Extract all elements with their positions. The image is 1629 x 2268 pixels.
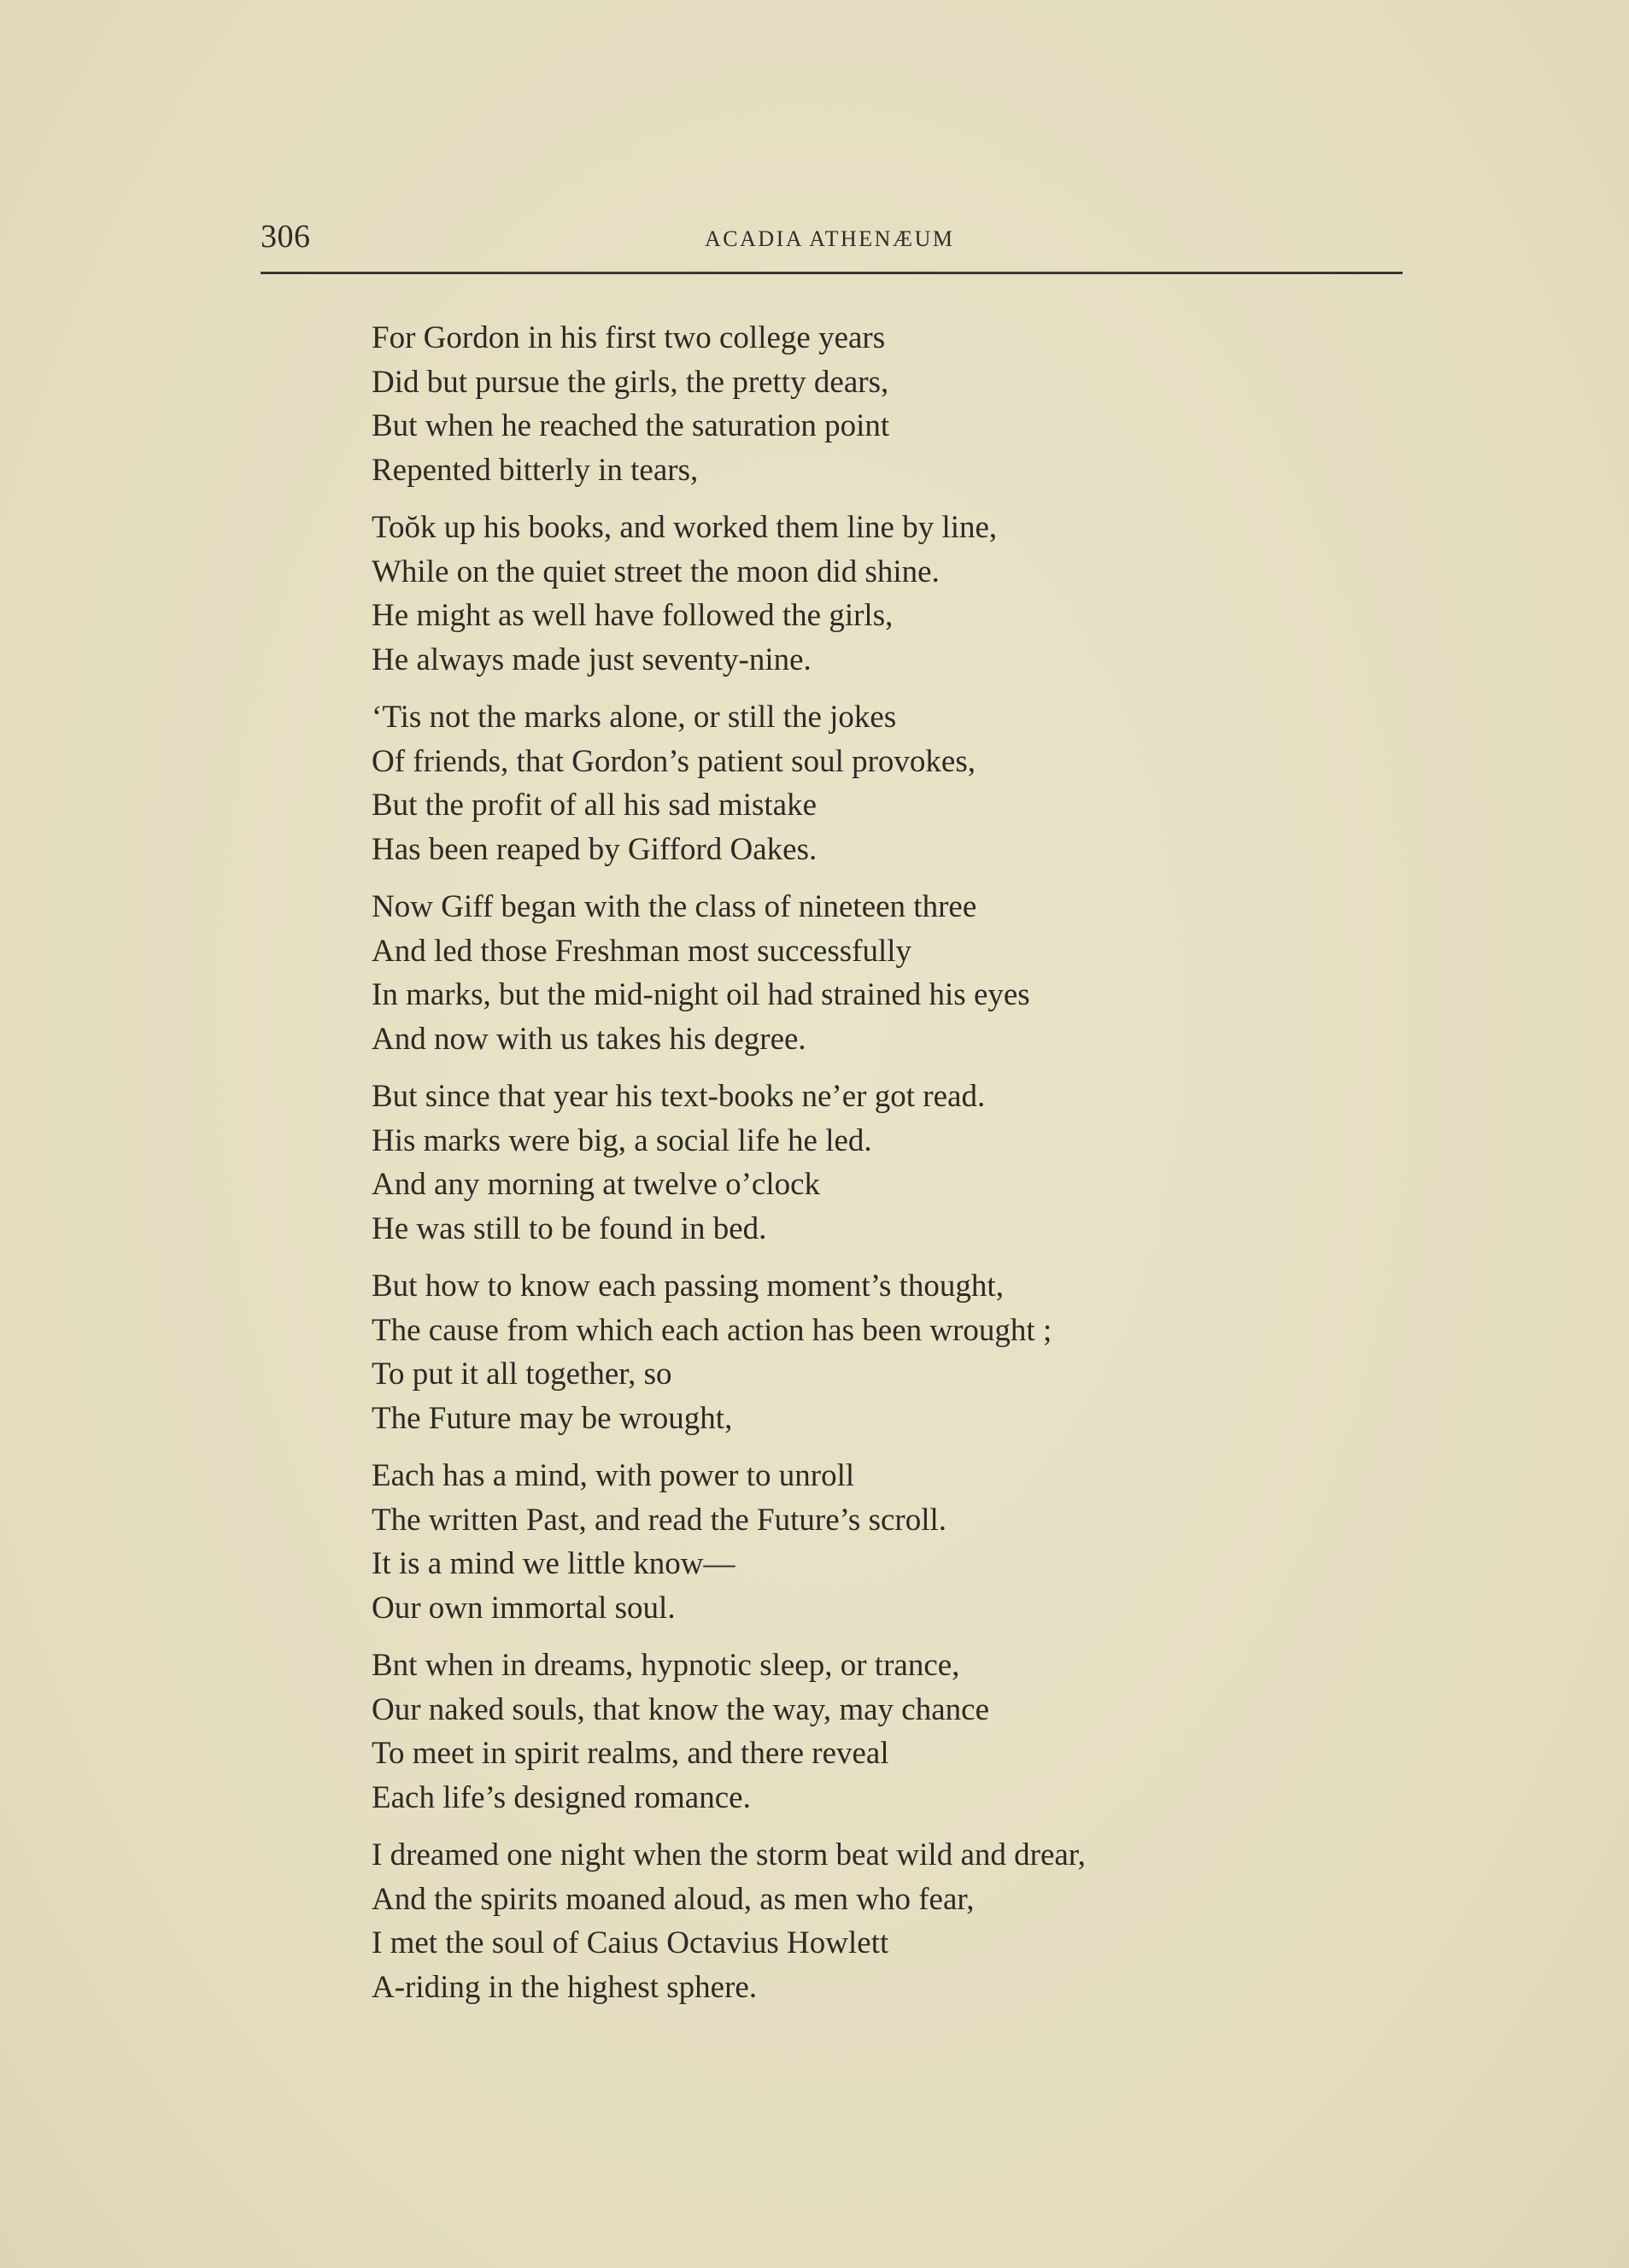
stanza bbox=[372, 1833, 1380, 2009]
poem-line: Repented bitterly in tears, bbox=[372, 452, 699, 488]
poem-line: I met the soul of Caius Octavius Howlett bbox=[372, 1925, 889, 1960]
poem-line: Each life’s designed romance. bbox=[372, 1779, 751, 1815]
poem-line: But how to know each passing moment’s thought, bbox=[372, 1269, 1004, 1304]
stanza bbox=[372, 1454, 1380, 1630]
poem-line: But the profit of all his sad mistake bbox=[372, 788, 817, 823]
poem-line: Has been reaped by Gifford Oakes. bbox=[372, 831, 817, 867]
poem-line: Our naked souls, that know the way, may chance bbox=[372, 1691, 989, 1727]
header-rule bbox=[261, 272, 1403, 274]
poem-line: For Gordon in his first two college years bbox=[372, 320, 886, 355]
poem-line: Each has a mind, with power to unroll bbox=[372, 1458, 855, 1493]
stanza bbox=[372, 1644, 1380, 1820]
poem bbox=[372, 316, 1380, 2023]
poem-line: And now with us takes his degree. bbox=[372, 1021, 806, 1057]
poem-line: The written Past, and read the Future’s scroll. bbox=[372, 1502, 947, 1538]
poem-line: Bnt when in dreams, hypnotic sleep, or trance, bbox=[372, 1648, 960, 1683]
poem-line: But when he reached the saturation point bbox=[372, 408, 890, 443]
page-number: 306 bbox=[261, 219, 311, 255]
poem-line: His marks were big, a social life he led. bbox=[372, 1122, 872, 1158]
poem-line: To put it all together, so bbox=[372, 1357, 672, 1392]
poem-line: He was still to be found in bed. bbox=[372, 1210, 767, 1246]
stanza bbox=[372, 1264, 1380, 1440]
stanza bbox=[372, 506, 1380, 682]
running-head bbox=[261, 218, 1403, 261]
poem-line: He always made just seventy-nine. bbox=[372, 642, 812, 677]
stanza bbox=[372, 695, 1380, 871]
poem-line: While on the quiet street the moon did shine. bbox=[372, 554, 940, 589]
stanza bbox=[372, 885, 1380, 1061]
poem-line: The cause from which each action has been wrought ; bbox=[372, 1312, 1052, 1348]
poem-line: To meet in spirit realms, and there reveal bbox=[372, 1736, 889, 1771]
poem-line: ‘Tis not the marks alone, or still the jokes bbox=[372, 700, 897, 735]
poem-line: Now Giff began with the class of nineteen three bbox=[372, 889, 977, 924]
poem-line: Of friends, that Gordon’s patient soul provokes, bbox=[372, 743, 976, 779]
journal-title: ACADIA ATHENÆUM bbox=[705, 226, 955, 251]
poem-line: And any morning at twelve o’clock bbox=[372, 1167, 821, 1202]
poem-line: I dreamed one night when the storm beat wild and drear, bbox=[372, 1837, 1086, 1872]
stanza bbox=[372, 316, 1380, 492]
stanza bbox=[372, 1075, 1380, 1251]
poem-line: A-riding in the highest sphere. bbox=[372, 1969, 758, 2005]
poem-line: Toŏk up his books, and worked them line by line, bbox=[372, 510, 998, 545]
poem-line: He might as well have followed the girls, bbox=[372, 598, 894, 633]
poem-line: In marks, but the mid-night oil had strained his eyes bbox=[372, 977, 1030, 1012]
poem-line: The Future may be wrought, bbox=[372, 1400, 733, 1436]
poem-line: And led those Freshman most successfully bbox=[372, 933, 911, 969]
poem-line: But since that year his text-books ne’er got read. bbox=[372, 1079, 986, 1114]
poem-line: Our own immortal soul. bbox=[372, 1590, 676, 1626]
poem-line: It is a mind we little know— bbox=[372, 1546, 735, 1581]
poem-line: And the spirits moaned aloud, as men who fear, bbox=[372, 1881, 975, 1917]
poem-line: Did but pursue the girls, the pretty dears, bbox=[372, 364, 889, 400]
